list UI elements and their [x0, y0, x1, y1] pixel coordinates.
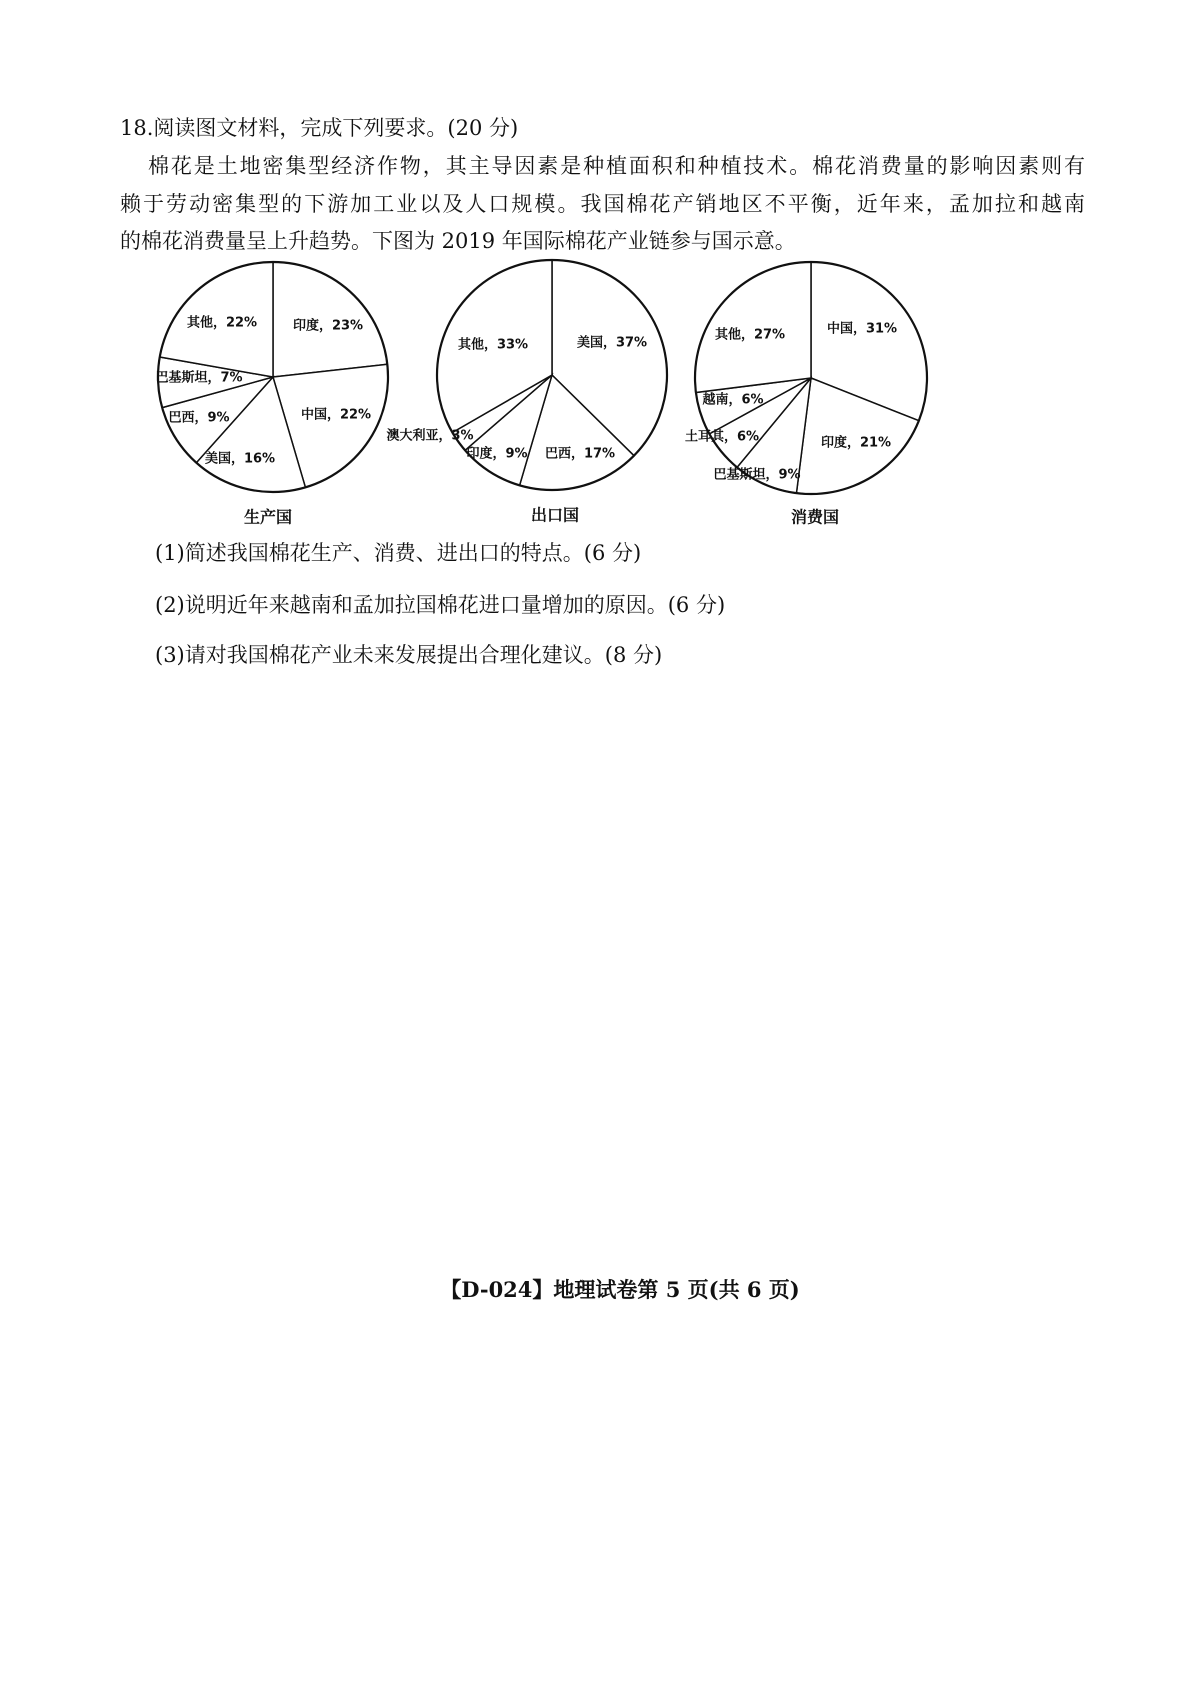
pie-slice-label: 其他，22% [186, 315, 258, 331]
pie-slice-label: 巴基斯坦，7% [155, 370, 243, 386]
pie-slice-label: 中国，22% [300, 407, 372, 423]
pie-slice-label: 土耳其，6% [684, 429, 760, 445]
paragraph-line: 棉花是土地密集型经济作物，其主导因素是种植面积和种植技术。棉花消费量的影响因素则有 [148, 154, 1085, 178]
pie-slice-label: 美国，16% [204, 451, 276, 467]
pie-charts-figure [0, 250, 1200, 540]
pie-slice-label: 澳大利亚，3% [386, 428, 474, 444]
pie-slice-label: 印度，9% [466, 446, 528, 462]
pie-slice-label: 巴西，9% [168, 410, 230, 426]
pie-title: 消费国 [790, 507, 840, 527]
pie-slice-label: 中国，31% [826, 321, 898, 337]
pie-title: 生产国 [243, 507, 293, 527]
paragraph-line: 赖于劳动密集型的下游加工业以及人口规模。我国棉花产销地区不平衡，近年来，孟加拉和越南 [120, 192, 1085, 216]
pie-slice-label: 巴基斯坦，9% [713, 467, 801, 483]
sub-question-1: (1)简述我国棉花生产、消费、进出口的特点。(6 分) [155, 541, 642, 565]
sub-question-3: (3)请对我国棉花产业未来发展提出合理化建议。(8 分) [155, 643, 663, 667]
pie-slice-label: 印度，21% [820, 435, 892, 451]
question-title: 18.阅读图文材料，完成下列要求。(20 分) [120, 116, 519, 140]
pie-chart-export [386, 260, 667, 525]
pie-chart-production [155, 262, 388, 527]
pie-slice-label: 其他，27% [714, 327, 786, 343]
pie-slice-label: 越南，6% [702, 392, 764, 408]
pie-chart-consumption [685, 262, 927, 527]
pie-slice-label: 美国，37% [576, 335, 648, 351]
sub-question-2: (2)说明近年来越南和孟加拉国棉花进口量增加的原因。(6 分) [155, 593, 726, 617]
paragraph-line: 的棉花消费量呈上升趋势。下图为 2019 年国际棉花产业链参与国示意。 [120, 229, 796, 253]
pie-slices [695, 262, 927, 494]
page-footer: 【D-024】地理试卷第 5 页(共 6 页) [440, 1277, 800, 1302]
pie-slice-label: 印度，23% [292, 318, 364, 334]
pie-title: 出口国 [530, 505, 580, 525]
pie-slice-label: 其他，33% [457, 337, 529, 353]
pie-slice-label: 巴西，17% [544, 446, 616, 462]
